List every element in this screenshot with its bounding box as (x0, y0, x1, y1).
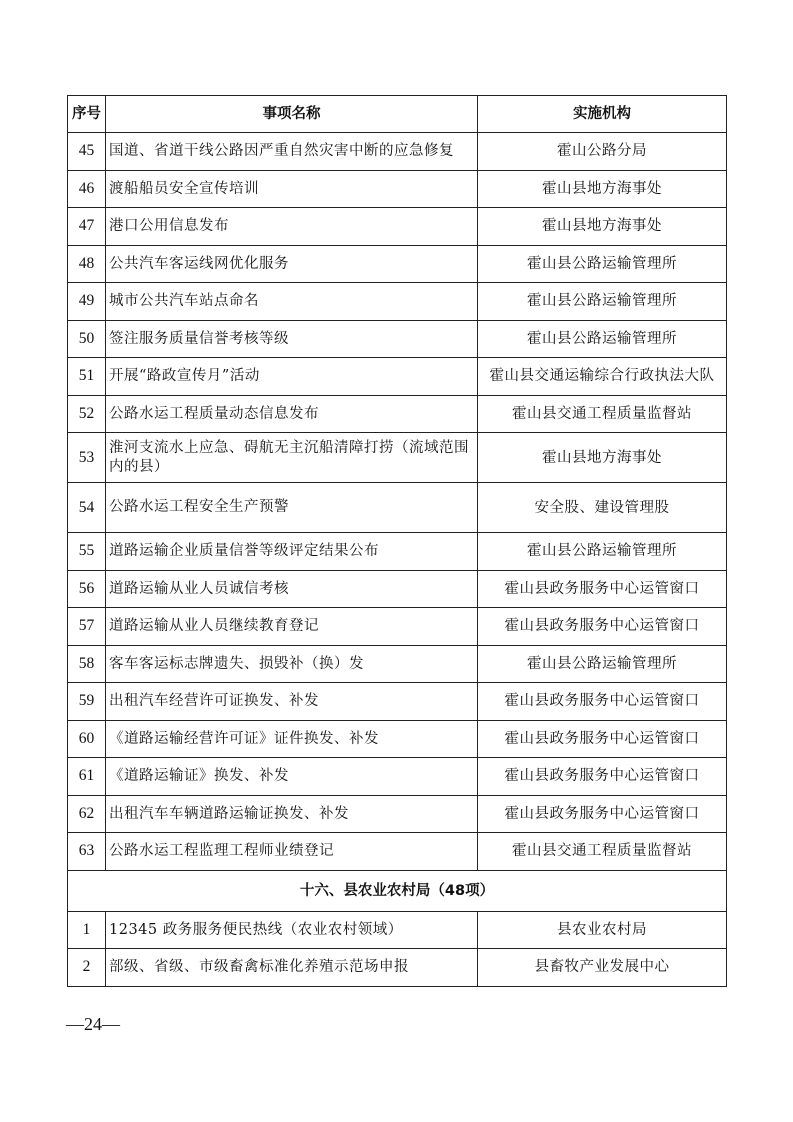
row-name: 出租汽车车辆道路运输证换发、补发 (106, 795, 478, 833)
row-no: 45 (68, 133, 106, 171)
table-row (68, 949, 727, 987)
row-org: 霍山县政务服务中心运管窗口 (478, 758, 727, 796)
row-org: 霍山县政务服务中心运管窗口 (478, 683, 727, 721)
row-no: 63 (68, 833, 106, 871)
row-org: 霍山县公路运输管理所 (478, 533, 727, 571)
table-row (68, 433, 727, 483)
row-org: 霍山县交通工程质量监督站 (478, 833, 727, 871)
row-name: 开展“路政宣传月”活动 (106, 358, 478, 396)
table-row (68, 911, 727, 949)
row-org: 县农业农村局 (478, 911, 727, 949)
row-org: 县畜牧产业发展中心 (478, 949, 727, 987)
row-no: 51 (68, 358, 106, 396)
row-no: 58 (68, 645, 106, 683)
header-name: 事项名称 (106, 96, 478, 133)
table-row (68, 170, 727, 208)
header-org: 实施机构 (478, 96, 727, 133)
table-header-row (68, 96, 727, 133)
table-row (68, 758, 727, 796)
row-org: 霍山县政务服务中心运管窗口 (478, 608, 727, 646)
row-org: 霍山县政务服务中心运管窗口 (478, 720, 727, 758)
row-no: 61 (68, 758, 106, 796)
row-no: 47 (68, 208, 106, 246)
table-row (68, 533, 727, 571)
page-number: —24— (66, 1014, 120, 1034)
row-org: 霍山县地方海事处 (478, 170, 727, 208)
row-no: 48 (68, 245, 106, 283)
document-table-wrapper (67, 95, 726, 987)
row-no: 50 (68, 320, 106, 358)
row-no: 52 (68, 395, 106, 433)
table-row (68, 133, 727, 171)
table-row (68, 483, 727, 533)
table-row (68, 208, 727, 246)
row-no: 59 (68, 683, 106, 721)
table-row (68, 320, 727, 358)
row-name: 《道路运输证》换发、补发 (106, 758, 478, 796)
row-org: 霍山县地方海事处 (478, 433, 727, 483)
row-org: 霍山县交通运输综合行政执法大队 (478, 358, 727, 396)
row-org: 安全股、建设管理股 (478, 483, 727, 533)
row-name: 《道路运输经营许可证》证件换发、补发 (106, 720, 478, 758)
row-no: 53 (68, 433, 106, 483)
row-name: 城市公共汽车站点命名 (106, 283, 478, 321)
row-no: 54 (68, 483, 106, 533)
row-name: 客车客运标志牌遗失、损毁补（换）发 (106, 645, 478, 683)
row-no: 62 (68, 795, 106, 833)
section-header-row (68, 870, 727, 911)
table-row (68, 683, 727, 721)
row-name: 部级、省级、市级畜禽标准化养殖示范场申报 (106, 949, 478, 987)
table-row (68, 358, 727, 396)
row-no: 1 (68, 911, 106, 949)
row-name: 出租汽车经营许可证换发、补发 (106, 683, 478, 721)
row-name: 渡船船员安全宣传培训 (106, 170, 478, 208)
row-no: 49 (68, 283, 106, 321)
row-name: 道路运输从业人员诚信考核 (106, 570, 478, 608)
table-row (68, 833, 727, 871)
row-org: 霍山县交通工程质量监督站 (478, 395, 727, 433)
table-row (68, 608, 727, 646)
table-row (68, 245, 727, 283)
row-org: 霍山县公路运输管理所 (478, 645, 727, 683)
row-name: 公路水运工程安全生产预警 (106, 483, 478, 533)
row-org: 霍山县政务服务中心运管窗口 (478, 795, 727, 833)
table-row (68, 283, 727, 321)
row-no: 46 (68, 170, 106, 208)
row-no: 57 (68, 608, 106, 646)
row-name: 国道、省道干线公路因严重自然灾害中断的应急修复 (106, 133, 478, 171)
row-no: 60 (68, 720, 106, 758)
row-org: 霍山县公路运输管理所 (478, 245, 727, 283)
row-name: 签注服务质量信誉考核等级 (106, 320, 478, 358)
table-row (68, 395, 727, 433)
row-name: 公路水运工程质量动态信息发布 (106, 395, 478, 433)
row-name: 道路运输从业人员继续教育登记 (106, 608, 478, 646)
section-title: 十六、县农业农村局（48项） (68, 870, 727, 911)
row-org: 霍山县地方海事处 (478, 208, 727, 246)
row-name: 淮河支流水上应急、碍航无主沉船清障打捞（流域范围内的县） (106, 433, 478, 483)
row-name: 公路水运工程监理工程师业绩登记 (106, 833, 478, 871)
table-row (68, 645, 727, 683)
row-org: 霍山县政务服务中心运管窗口 (478, 570, 727, 608)
row-name: 道路运输企业质量信誉等级评定结果公布 (106, 533, 478, 571)
header-no: 序号 (68, 96, 106, 133)
table-row (68, 795, 727, 833)
row-org: 霍山县公路运输管理所 (478, 320, 727, 358)
row-name: 港口公用信息发布 (106, 208, 478, 246)
service-items-table (67, 95, 727, 987)
table-row (68, 720, 727, 758)
row-no: 56 (68, 570, 106, 608)
row-no: 55 (68, 533, 106, 571)
row-name: 公共汽车客运线网优化服务 (106, 245, 478, 283)
row-no: 2 (68, 949, 106, 987)
table-row (68, 570, 727, 608)
row-org: 霍山公路分局 (478, 133, 727, 171)
row-name: 12345 政务服务便民热线（农业农村领域） (106, 911, 478, 949)
row-org: 霍山县公路运输管理所 (478, 283, 727, 321)
